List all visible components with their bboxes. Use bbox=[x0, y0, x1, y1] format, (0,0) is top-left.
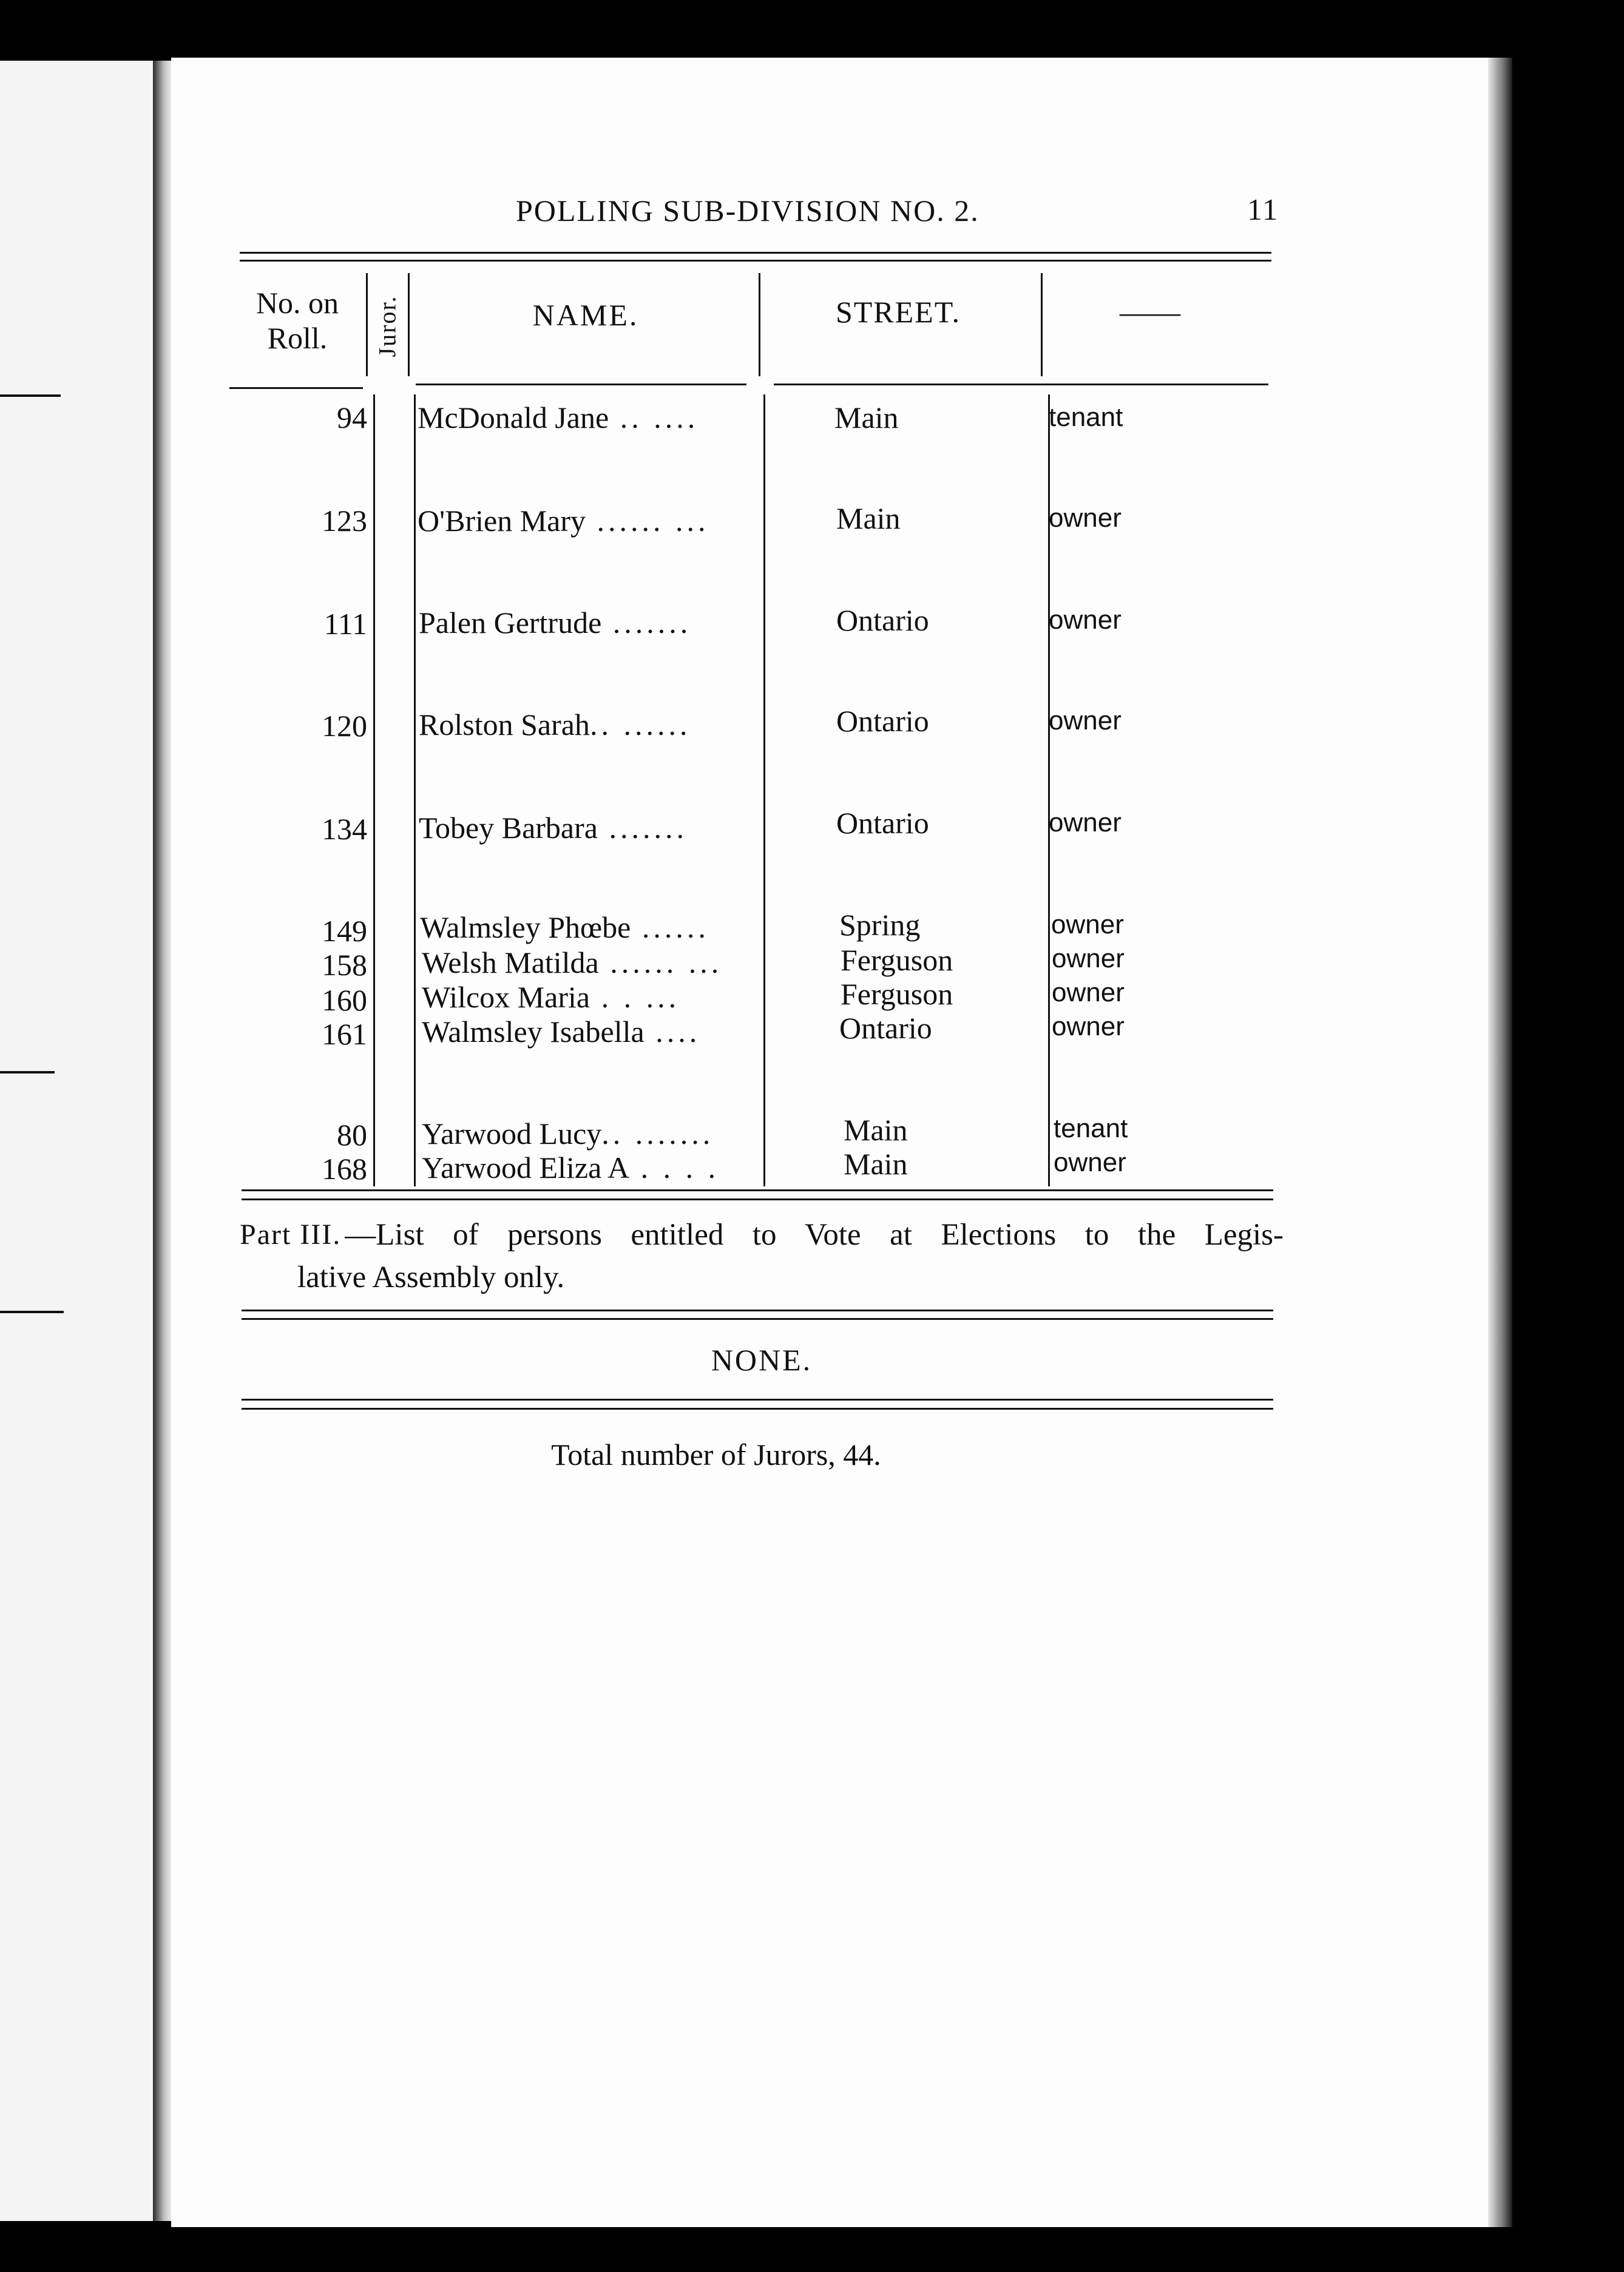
table-row bbox=[418, 401, 699, 434]
section-rule bbox=[242, 1408, 1273, 1410]
juror-name: Yarwood Eliza A bbox=[422, 1151, 630, 1185]
header-underline bbox=[416, 384, 746, 385]
street: Ferguson bbox=[841, 977, 953, 1011]
street: Ontario bbox=[836, 603, 929, 637]
tenure: owner bbox=[1049, 706, 1122, 735]
street: Ferguson bbox=[841, 943, 953, 977]
dot-leader: ...... bbox=[631, 910, 709, 944]
juror-name: Tobey Barbara bbox=[419, 811, 598, 845]
table-row bbox=[418, 504, 709, 538]
dot-leader: . . ... bbox=[590, 980, 680, 1014]
juror-name: Yarwood Lucy bbox=[422, 1117, 602, 1151]
previous-page-edge bbox=[0, 61, 153, 2221]
column-rule bbox=[759, 273, 760, 376]
column-header-juror-wrap bbox=[366, 273, 408, 379]
dot-leader: ...... ... bbox=[598, 945, 723, 979]
dot-leader: .. ....... bbox=[601, 1117, 714, 1151]
dot-leader: ....... bbox=[597, 811, 688, 845]
dot-leader: . . . . bbox=[629, 1151, 720, 1185]
street: Main bbox=[844, 1147, 908, 1181]
street: Spring bbox=[839, 908, 921, 942]
table-bottom-rule bbox=[242, 1199, 1273, 1200]
column-rule bbox=[373, 394, 375, 1186]
section-rule bbox=[242, 1310, 1273, 1311]
tenure: owner bbox=[1052, 1012, 1125, 1041]
roll-number: 111 bbox=[323, 607, 367, 641]
juror-name: Welsh Matilda bbox=[422, 945, 599, 979]
column-rule bbox=[763, 394, 765, 1186]
page-number: 11 bbox=[1247, 192, 1279, 226]
section-rule bbox=[242, 1399, 1273, 1401]
previous-page-rule bbox=[0, 1071, 55, 1073]
table-row bbox=[422, 1015, 700, 1049]
none-label: NONE. bbox=[711, 1343, 813, 1377]
roll-number: 168 bbox=[322, 1152, 367, 1186]
juror-name: Walmsley Isabella bbox=[422, 1015, 645, 1049]
juror-name: Rolston Sarah bbox=[419, 708, 590, 742]
part-three-heading bbox=[240, 1214, 1284, 1299]
column-rule bbox=[1041, 273, 1043, 376]
roll-number: 158 bbox=[322, 948, 367, 982]
section-rule bbox=[242, 1318, 1273, 1320]
dot-leader: .... bbox=[644, 1015, 701, 1049]
dot-leader: .. .... bbox=[609, 401, 699, 434]
roll-number: 80 bbox=[337, 1118, 367, 1152]
header-underline bbox=[229, 387, 363, 389]
column-header-roll: No. on Roll. bbox=[255, 286, 339, 355]
street: Ontario bbox=[839, 1011, 932, 1045]
table-row bbox=[419, 708, 691, 742]
roll-number: 160 bbox=[322, 983, 367, 1017]
roll-number: 123 bbox=[322, 504, 367, 538]
tenure: owner bbox=[1051, 910, 1124, 939]
tenure: tenant bbox=[1049, 402, 1123, 432]
part-three-text: —List of persons entitled to Vote at Elections to the Legis- bbox=[345, 1218, 1284, 1252]
roll-number: 94 bbox=[337, 401, 367, 434]
street: Main bbox=[836, 501, 901, 535]
juror-name: Palen Gertrude bbox=[419, 606, 602, 640]
column-header-name: NAME. bbox=[532, 298, 639, 332]
dot-leader: ...... ... bbox=[586, 504, 709, 538]
total-jurors: Total number of Jurors, 44. bbox=[551, 1438, 881, 1472]
header-rule bbox=[240, 252, 1271, 254]
table-row bbox=[419, 811, 688, 845]
column-header-tenure: —— bbox=[1120, 295, 1180, 329]
table-row bbox=[422, 980, 680, 1014]
juror-name: McDonald Jane bbox=[418, 401, 609, 434]
tenure: tenant bbox=[1054, 1114, 1128, 1143]
juror-name: Wilcox Maria bbox=[422, 980, 590, 1014]
column-header-street: STREET. bbox=[835, 295, 961, 329]
tenure: owner bbox=[1049, 808, 1122, 837]
juror-name: O'Brien Mary bbox=[418, 504, 586, 538]
previous-page-rule bbox=[0, 394, 61, 397]
header-rule bbox=[240, 260, 1271, 262]
street: Main bbox=[844, 1113, 908, 1147]
dot-leader: ....... bbox=[601, 606, 692, 640]
part-three-label: Part III. bbox=[240, 1219, 342, 1251]
table-row bbox=[422, 945, 722, 979]
part-three-line2: lative Assembly only. bbox=[297, 1260, 565, 1294]
table-bottom-rule bbox=[242, 1189, 1273, 1191]
column-rule bbox=[366, 273, 368, 376]
street: Ontario bbox=[836, 806, 929, 840]
table-row bbox=[422, 1117, 714, 1151]
tenure: owner bbox=[1052, 944, 1125, 973]
roll-number: 149 bbox=[322, 914, 367, 948]
table-row bbox=[419, 606, 691, 640]
roll-number: 161 bbox=[322, 1017, 367, 1051]
page-title: POLLING SUB-DIVISION NO. 2. bbox=[516, 194, 979, 228]
dot-leader: .. ...... bbox=[589, 708, 691, 742]
column-header-juror: Juror. bbox=[373, 295, 401, 357]
street: Ontario bbox=[836, 704, 929, 738]
book-gutter bbox=[153, 61, 171, 2221]
page-edge-shadow bbox=[1488, 58, 1512, 2227]
street: Main bbox=[834, 401, 899, 434]
tenure: owner bbox=[1054, 1148, 1126, 1177]
column-rule bbox=[408, 273, 410, 376]
part-three-line1 bbox=[240, 1214, 1284, 1256]
header-underline bbox=[774, 384, 1268, 385]
table-row bbox=[422, 1151, 719, 1185]
tenure: owner bbox=[1049, 503, 1122, 533]
roll-number: 120 bbox=[322, 709, 367, 743]
previous-page-rule bbox=[0, 1311, 64, 1313]
tenure: owner bbox=[1049, 605, 1122, 635]
tenure: owner bbox=[1052, 978, 1125, 1007]
column-rule bbox=[414, 394, 416, 1186]
juror-name: Walmsley Phœbe bbox=[420, 910, 631, 944]
roll-number: 134 bbox=[322, 812, 367, 846]
table-row bbox=[420, 910, 709, 944]
